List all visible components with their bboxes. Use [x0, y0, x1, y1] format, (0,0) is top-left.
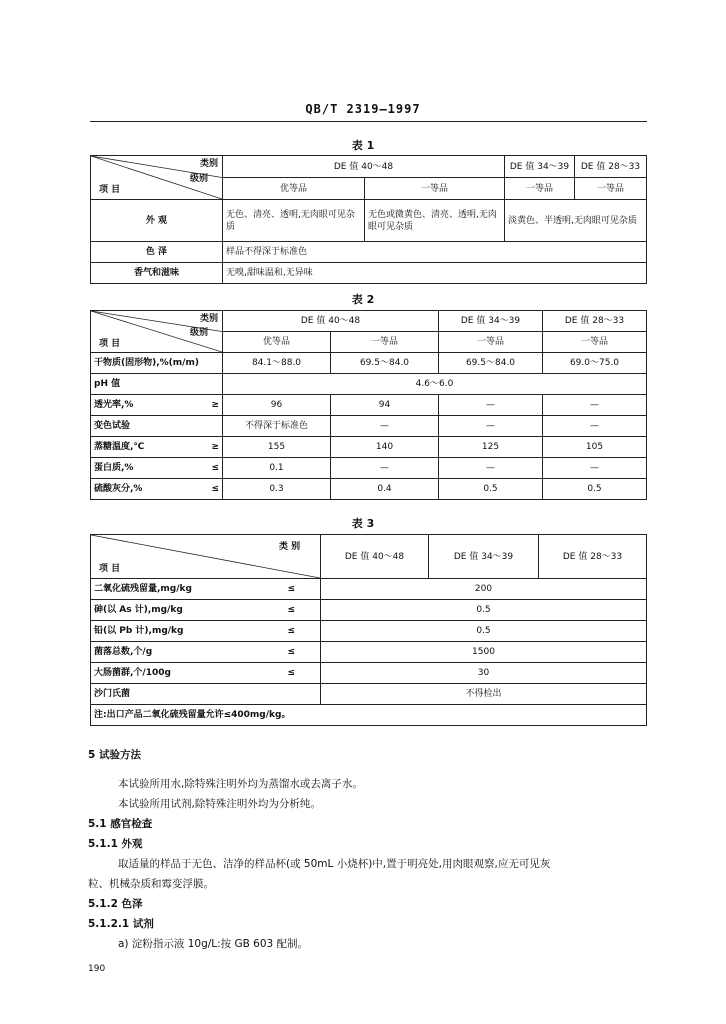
table2-row-item	[91, 458, 223, 479]
table2-grade: 一等品	[439, 332, 543, 353]
table2-cell: 0.1	[223, 458, 331, 479]
table2-group: DE 值 40～48	[223, 311, 439, 332]
table3-row-item	[91, 642, 321, 663]
table2-cell: 125	[439, 437, 543, 458]
table2-grade-label: 级别	[189, 328, 208, 338]
table1-group: DE 值 40～48	[223, 156, 505, 178]
table2-item-text: 干物质(固形物),%(m/m)	[94, 358, 199, 368]
table2-cell: 0.4	[331, 479, 439, 500]
section-5-1-2-1-heading: 5.1.2.1 试剂	[88, 918, 154, 930]
table2-cell: —	[543, 458, 647, 479]
table2-item-symbol: ≤	[211, 463, 219, 473]
table3-category-label: 类 别	[279, 542, 301, 552]
table3	[90, 534, 647, 726]
table2-cell: 0.5	[439, 479, 543, 500]
table3-row-item	[91, 663, 321, 684]
table2-grade: 优等品	[223, 332, 331, 353]
table3-item-label: 项 目	[99, 564, 121, 574]
table2-item-text: 硫酸灰分,%	[94, 484, 143, 494]
table3-item-text: 沙门氏菌	[94, 689, 131, 699]
standard-number: QB/T 2319—1997	[305, 102, 421, 116]
table2-grade: 一等品	[543, 332, 647, 353]
table1-grade-label: 级别	[189, 174, 208, 184]
table1-category-label: 类别	[199, 159, 218, 169]
table3-item-text: 菌落总数,个/g	[94, 647, 153, 657]
table3-cell: 1500	[321, 642, 647, 663]
table1-cell: 无色或微黄色、清亮、透明,无肉眼可见杂质	[365, 200, 505, 242]
table2-cell: 105	[543, 437, 647, 458]
table1-group: DE 值 28～33	[575, 156, 647, 178]
table2-item-text: 变色试验	[94, 421, 131, 431]
table2-cell: 69.5～84.0	[439, 353, 543, 374]
table2-cell: —	[439, 458, 543, 479]
table2-cell: 94	[331, 395, 439, 416]
table1-grade: 一等品	[505, 178, 575, 200]
table1-row-item: 外 观	[91, 200, 223, 242]
header-rule	[90, 121, 647, 122]
table2-group: DE 值 28～33	[543, 311, 647, 332]
paragraph-continued: 粒、机械杂质和霉变浮膜。	[88, 878, 214, 890]
table3-row-item	[91, 684, 321, 705]
table2-group: DE 值 34～39	[439, 311, 543, 332]
table3-item-text: 大肠菌群,个/100g	[94, 668, 171, 678]
table3-item-symbol: ≤	[287, 647, 295, 657]
table3-row-item	[91, 621, 321, 642]
table3-item-text: 铅(以 Pb 计),mg/kg	[94, 626, 184, 636]
table2-grade: 一等品	[331, 332, 439, 353]
table3-row-item	[91, 600, 321, 621]
table2-row-item	[91, 374, 223, 395]
table2-cell: —	[543, 416, 647, 437]
table3-item-symbol: ≤	[287, 626, 295, 636]
table2-item-text: 蒸糖温度,℃	[94, 442, 145, 452]
table2-cell: —	[543, 395, 647, 416]
table1-grade: 优等品	[223, 178, 365, 200]
table3-note: 注:出口产品二氧化硫残留量允许≤400mg/kg。	[91, 705, 647, 726]
table2-item-text: 蛋白质,%	[94, 463, 134, 473]
paragraph: a) 淀粉指示液 10g/L:按 GB 603 配制。	[118, 938, 309, 950]
table3-caption: 表 3	[351, 517, 375, 530]
section-5-1-1-heading: 5.1.1 外观	[88, 838, 143, 850]
table2-row-item	[91, 479, 223, 500]
table2-row-item	[91, 416, 223, 437]
table3-group: DE 值 40～48	[321, 535, 429, 579]
table2-cell: 4.6～6.0	[223, 374, 647, 395]
table3-item-text: 砷(以 As 计),mg/kg	[94, 605, 183, 615]
table3-cell: 0.5	[321, 600, 647, 621]
table2-cell: 0.5	[543, 479, 647, 500]
section-5-1-heading: 5.1 感官检查	[88, 818, 153, 830]
table2-cell: 155	[223, 437, 331, 458]
table2-category-label: 类别	[199, 314, 218, 324]
table1-row-item: 色 泽	[91, 242, 223, 263]
table2-cell: 96	[223, 395, 331, 416]
table2-item-symbol: ≤	[211, 484, 219, 494]
table2-cell: 84.1～88.0	[223, 353, 331, 374]
table2-cell: 不得深于标准色	[223, 416, 331, 437]
table3-header-cell	[91, 535, 321, 579]
section-5-heading: 5 试验方法	[88, 749, 141, 761]
table2-item-symbol: ≥	[211, 400, 219, 410]
table2-header-cell	[91, 311, 223, 353]
paragraph: 取适量的样品于无色、洁净的样品杯(或 50mL 小烧杯)中,置于明亮处,用肉眼观察,应无可见灰	[118, 858, 551, 870]
paragraph: 本试验所用水,除特殊注明外均为蒸馏水或去离子水。	[118, 778, 363, 790]
table3-cell: 不得检出	[321, 684, 647, 705]
table2-cell: 0.3	[223, 479, 331, 500]
table3-item-symbol: ≤	[287, 668, 295, 678]
table1-cell: 淡黄色、半透明,无肉眼可见杂质	[505, 200, 647, 242]
page-number: 190	[88, 964, 106, 974]
table1-row-item: 香气和滋味	[91, 263, 223, 284]
table3-cell: 30	[321, 663, 647, 684]
table2-row-item	[91, 353, 223, 374]
table2-row-item	[91, 395, 223, 416]
table1-grade: 一等品	[365, 178, 505, 200]
table2-cell: 140	[331, 437, 439, 458]
table3-group: DE 值 28～33	[539, 535, 647, 579]
table2	[90, 310, 647, 500]
table3-cell: 0.5	[321, 621, 647, 642]
table2-caption: 表 2	[351, 293, 375, 306]
table2-cell: 69.5～84.0	[331, 353, 439, 374]
table3-group: DE 值 34～39	[429, 535, 539, 579]
table3-item-symbol: ≤	[287, 605, 295, 615]
table3-item-symbol: ≤	[287, 584, 295, 594]
table3-row-item	[91, 579, 321, 600]
table1-grade: 一等品	[575, 178, 647, 200]
table3-cell: 200	[321, 579, 647, 600]
table2-cell: —	[331, 416, 439, 437]
table2-item-text: pH 值	[94, 379, 121, 389]
table2-cell: —	[439, 395, 543, 416]
table2-cell: —	[439, 416, 543, 437]
table3-item-text: 二氧化硫残留量,mg/kg	[94, 584, 192, 594]
table2-cell: —	[331, 458, 439, 479]
table1-cell: 无色、清亮、透明,无肉眼可见杂质	[223, 200, 365, 242]
table2-cell: 69.0～75.0	[543, 353, 647, 374]
table1-group: DE 值 34～39	[505, 156, 575, 178]
table2-item-label: 项 目	[99, 339, 121, 349]
table1-header-cell	[91, 156, 223, 200]
table2-row-item	[91, 437, 223, 458]
paragraph: 本试验所用试剂,除特殊注明外均为分析纯。	[118, 798, 321, 810]
section-5-1-2-heading: 5.1.2 色泽	[88, 898, 143, 910]
table2-item-symbol: ≥	[211, 442, 219, 452]
table1	[90, 155, 647, 284]
table1-item-label: 项 目	[99, 185, 121, 195]
table2-item-text: 透光率,%	[94, 400, 134, 410]
table1-cell: 无嗅,甜味温和,无异味	[223, 263, 647, 284]
table1-caption: 表 1	[351, 139, 375, 152]
table1-cell: 样品不得深于标准色	[223, 242, 647, 263]
